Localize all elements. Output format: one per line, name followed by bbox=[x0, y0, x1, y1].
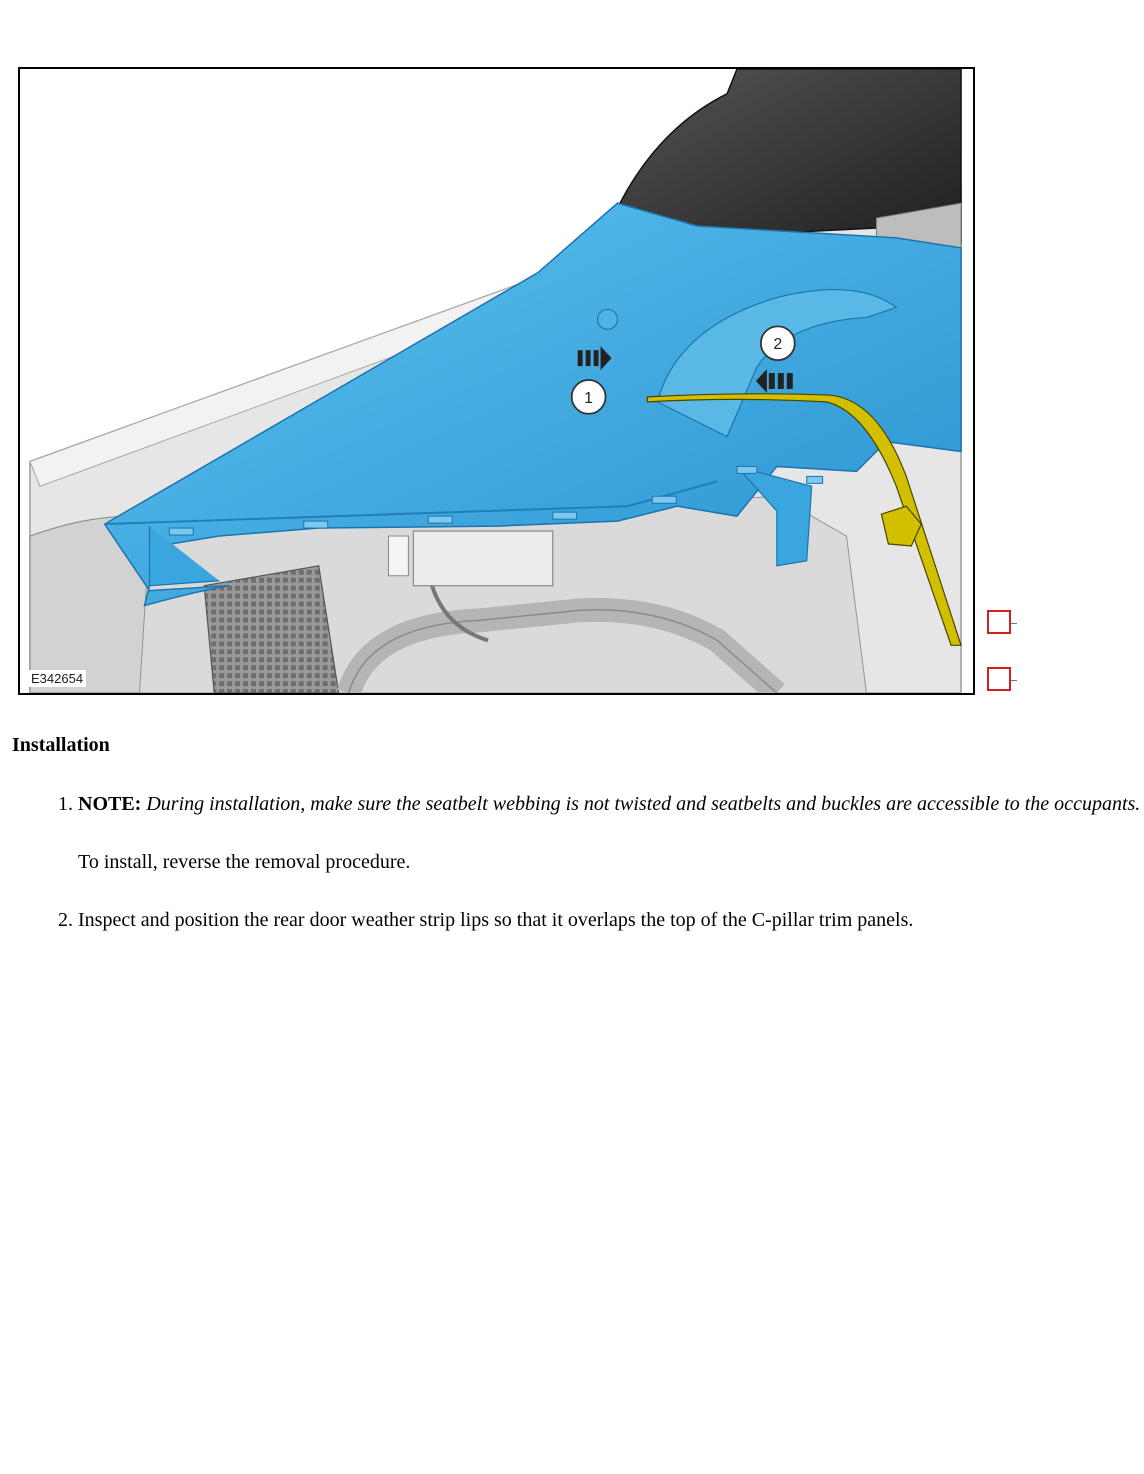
section-heading: Installation bbox=[12, 734, 110, 756]
step-1 bbox=[78, 790, 1144, 876]
red-square-icon[interactable] bbox=[987, 610, 1011, 634]
trim-fastener bbox=[598, 309, 618, 329]
note-text: During installation, make sure the seatbelt webbing is not twisted and seatbelts and buckles are accessible to the occupants. bbox=[146, 793, 1141, 815]
callout-2 bbox=[761, 326, 795, 360]
vent-grille bbox=[204, 566, 338, 693]
callout-2-label: 2 bbox=[773, 336, 783, 354]
figure-id-label: E342654 bbox=[28, 670, 86, 687]
note-label: NOTE: bbox=[78, 793, 142, 815]
connector-block bbox=[413, 531, 552, 586]
step-2 bbox=[78, 906, 1144, 934]
callout-1 bbox=[572, 380, 606, 414]
red-square-icon[interactable] bbox=[987, 667, 1011, 691]
installation-steps bbox=[0, 790, 1144, 964]
step-1-text: To install, reverse the removal procedure. bbox=[78, 851, 411, 873]
illustration-frame bbox=[18, 67, 975, 695]
callout-1-label: 1 bbox=[584, 389, 594, 407]
c-pillar-trim-illustration bbox=[20, 69, 973, 693]
step-2-text: Inspect and position the rear door weather strip lips so that it overlaps the top of the C-pillar trim panels. bbox=[78, 909, 914, 931]
